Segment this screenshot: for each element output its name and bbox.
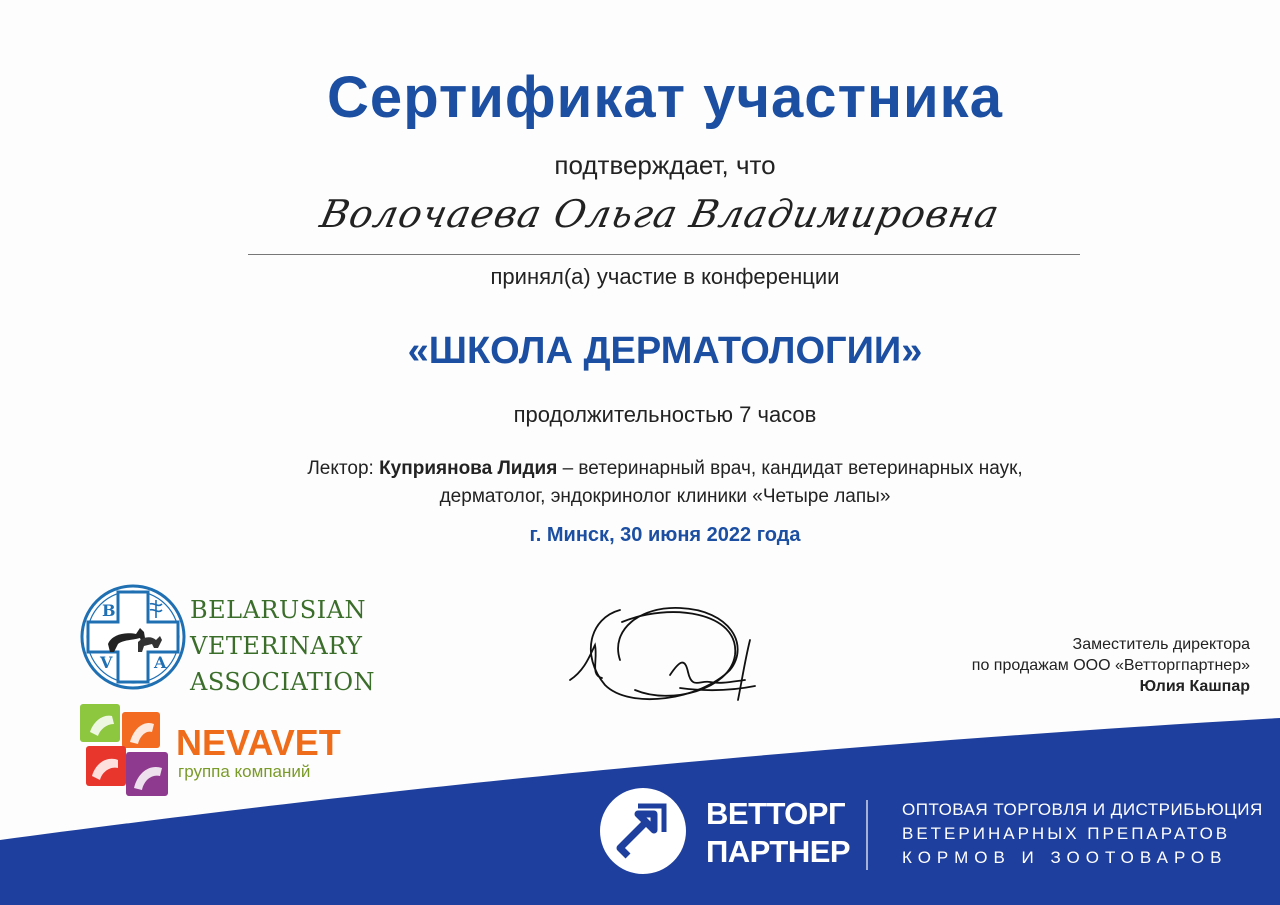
vettorg-separator [866,800,868,870]
lecturer-line-1 [100,458,1230,480]
took-part-text: принял(а) участие в конференции [490,264,840,289]
certificate-title: Сертификат участника [327,65,1003,130]
confirms-text: подтверждает, что [554,150,776,180]
vettorg-tagline-3: КОРМОВ И ЗООТОВАРОВ [902,848,1228,867]
vettorg-word-1: ВЕТТОРГ [706,796,846,831]
lecturer-line-2: дерматолог, эндокринолог клиники «Четыре лапы» [439,486,891,507]
bva-line-3: ASSOCIATION [190,668,375,696]
lecturer-prefix: Лектор: [307,458,380,479]
bva-letter-b: B [102,601,116,620]
bva-name [190,592,375,700]
bva-letter-a: A [154,653,167,672]
signature [560,600,780,720]
nevavet-name [176,722,341,764]
nevavet-subtitle: группа компаний [178,762,311,781]
bva-line-2: VETERINARY [190,632,363,660]
date-place: г. Минск, 30 июня 2022 года [529,524,801,546]
signer-block [972,634,1250,697]
participant-name: Волочаева Ольга Владимировна [316,192,1004,236]
signer-name: Юлия Кашпар [1139,678,1250,695]
duration-text: продолжительностью 7 часов [513,402,817,427]
vettorg-word-2: ПАРТНЕР [706,834,851,869]
bva-line-1: BELARUSIAN [190,596,366,624]
nevavet-name-part1: NEVA [176,722,271,763]
lecturer-description: – ветеринарный врач, кандидат ветеринарных наук, [557,458,1023,479]
nevavet-emblem [78,702,170,798]
name-underline [248,254,1080,255]
bva-letter-v: V [100,653,113,672]
vettorg-tagline-2: ВЕТЕРИНАРНЫХ ПРЕПАРАТОВ [902,824,1231,843]
conference-name: «ШКОЛА ДЕРМАТОЛОГИИ» [407,330,923,372]
signer-position-2: по продажам ООО «Ветторгпартнер» [971,657,1250,674]
nevavet-name-part2: VET [270,722,341,763]
vettorg-emblem [598,786,688,876]
vettorg-tagline-1: ОПТОВАЯ ТОРГОВЛЯ И ДИСТРИБЬЮЦИЯ [902,800,1263,819]
signer-position-1: Заместитель директора [1072,636,1250,653]
bva-emblem [78,582,188,692]
lecturer-name: Куприянова Лидия [379,458,558,479]
